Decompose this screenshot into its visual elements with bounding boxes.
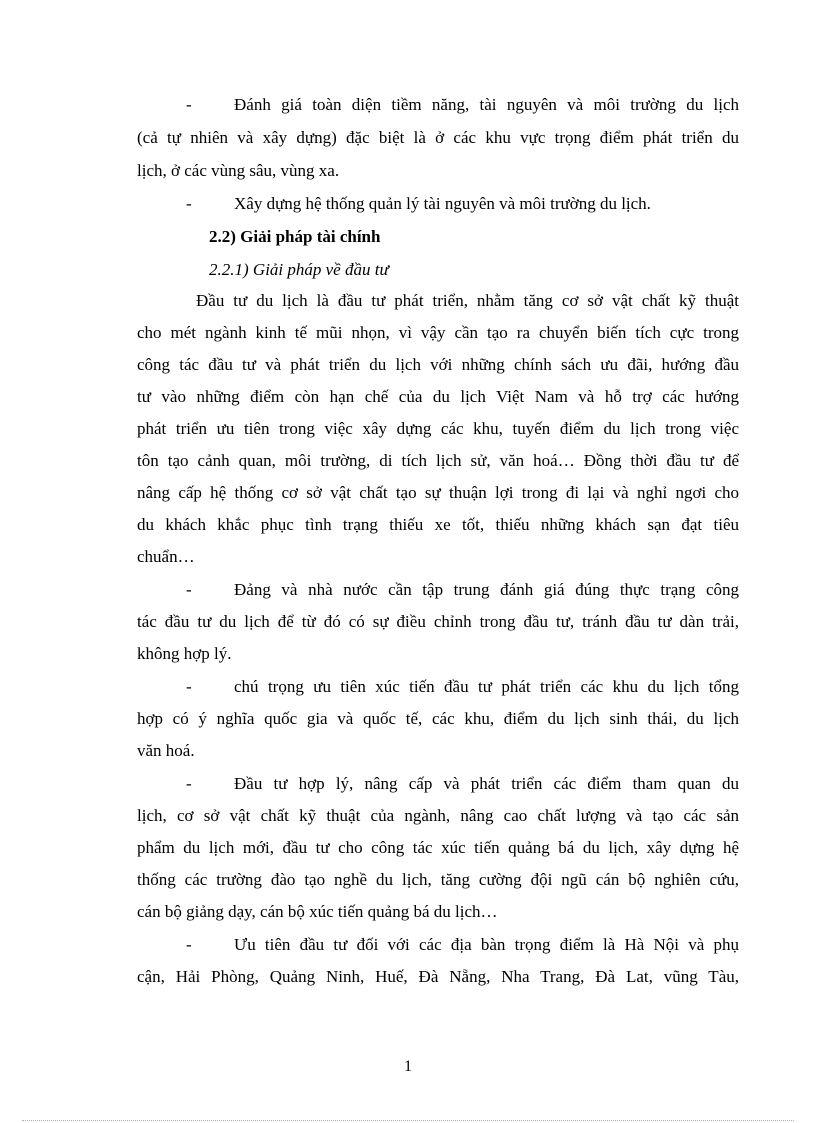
subsection-heading: 2.2.1) Giải pháp về đầu tư [209,260,389,279]
text-line: tác đầu tư du lịch để từ đó có sự điều chỉnh trong đầu tư, tránh đầu tư dàn trải, [137,612,739,631]
text-line: không hợp lý. [137,644,232,663]
text-line: Đầu tư du lịch là đầu tư phát triển, nhằm tăng cơ sở vật chất kỹ thuật [196,291,739,310]
text-line: du khách khắc phục tình trạng thiếu xe tốt, thiếu những khách sạn đạt tiêu [137,515,739,534]
text-line: chuẩn… [137,547,195,566]
text-line: công tác đầu tư và phát triển du lịch với những chính sách ưu đãi, hướng đầu [137,355,739,374]
text-line: Xây dựng hệ thống quản lý tài nguyên và môi trường du lịch. [234,194,651,213]
text-line: tôn tạo cảnh quan, môi trường, di tích lịch sử, văn hoá… Đồng thời đầu tư để [137,451,739,470]
text-line: lịch, ở các vùng sâu, vùng xa. [137,161,340,180]
text-line: cán bộ giảng dạy, cán bộ xúc tiến quảng bá du lịch… [137,902,498,921]
bullet-dash: - [186,194,192,213]
text-line: cho mét ngành kinh tế mũi nhọn, vì vậy cần tạo ra chuyển biến tích cực trong [137,323,739,342]
text-line: Đánh giá toàn diện tiềm năng, tài nguyên và môi trường du lịch [234,95,739,114]
text-line: tư vào những điểm còn hạn chế của du lịch Việt Nam và hỗ trợ các hướng [137,387,739,406]
text-line: nâng cấp hệ thống cơ sở vật chất tạo sự thuận lợi trong đi lại và nghỉ ngơi cho [137,483,739,502]
section-heading: 2.2) Giải pháp tài chính [209,227,381,246]
text-line: thống các trường đào tạo nghề du lịch, tăng cường đội ngũ cán bộ nghiên cứu, [137,870,739,889]
text-line: Đảng và nhà nước cần tập trung đánh giá đúng thực trạng công [234,580,739,599]
text-line: cận, Hải Phòng, Quảng Ninh, Huế, Đà Nẵng, Nha Trang, Đà Lat, vũng Tàu, [137,967,739,986]
bullet-dash: - [186,95,192,114]
bullet-dash: - [186,935,192,954]
text-line: phẩm du lịch mới, đầu tư cho công tác xúc tiến quảng bá du lịch, xây dựng hệ [137,838,739,857]
text-line: (cả tự nhiên và xây dựng) đặc biệt là ở các khu vực trọng điểm phát triển du [137,128,739,147]
text-line: hợp có ý nghĩa quốc gia và quốc tế, các khu, điểm du lịch sinh thái, du lịch [137,709,739,728]
bullet-dash: - [186,774,192,793]
bullet-dash: - [186,580,192,599]
page-number: 1 [404,1058,412,1075]
bullet-dash: - [186,677,192,696]
text-line: chú trọng ưu tiên xúc tiến đầu tư phát triển các khu du lịch tổng [234,677,739,696]
page-bottom-rule [22,1120,794,1121]
text-line: lịch, cơ sở vật chất kỹ thuật của ngành, nâng cao chất lượng và tạo các sản [137,806,739,825]
text-line: văn hoá. [137,741,195,760]
text-line: Đầu tư hợp lý, nâng cấp và phát triển các điểm tham quan du [234,774,739,793]
text-line: phát triển ưu tiên trong việc xây dựng các khu, tuyến điểm du lịch trong việc [137,419,739,438]
text-line: Ưu tiên đầu tư đối với các địa bàn trọng điểm là Hà Nội và phụ [234,935,739,954]
